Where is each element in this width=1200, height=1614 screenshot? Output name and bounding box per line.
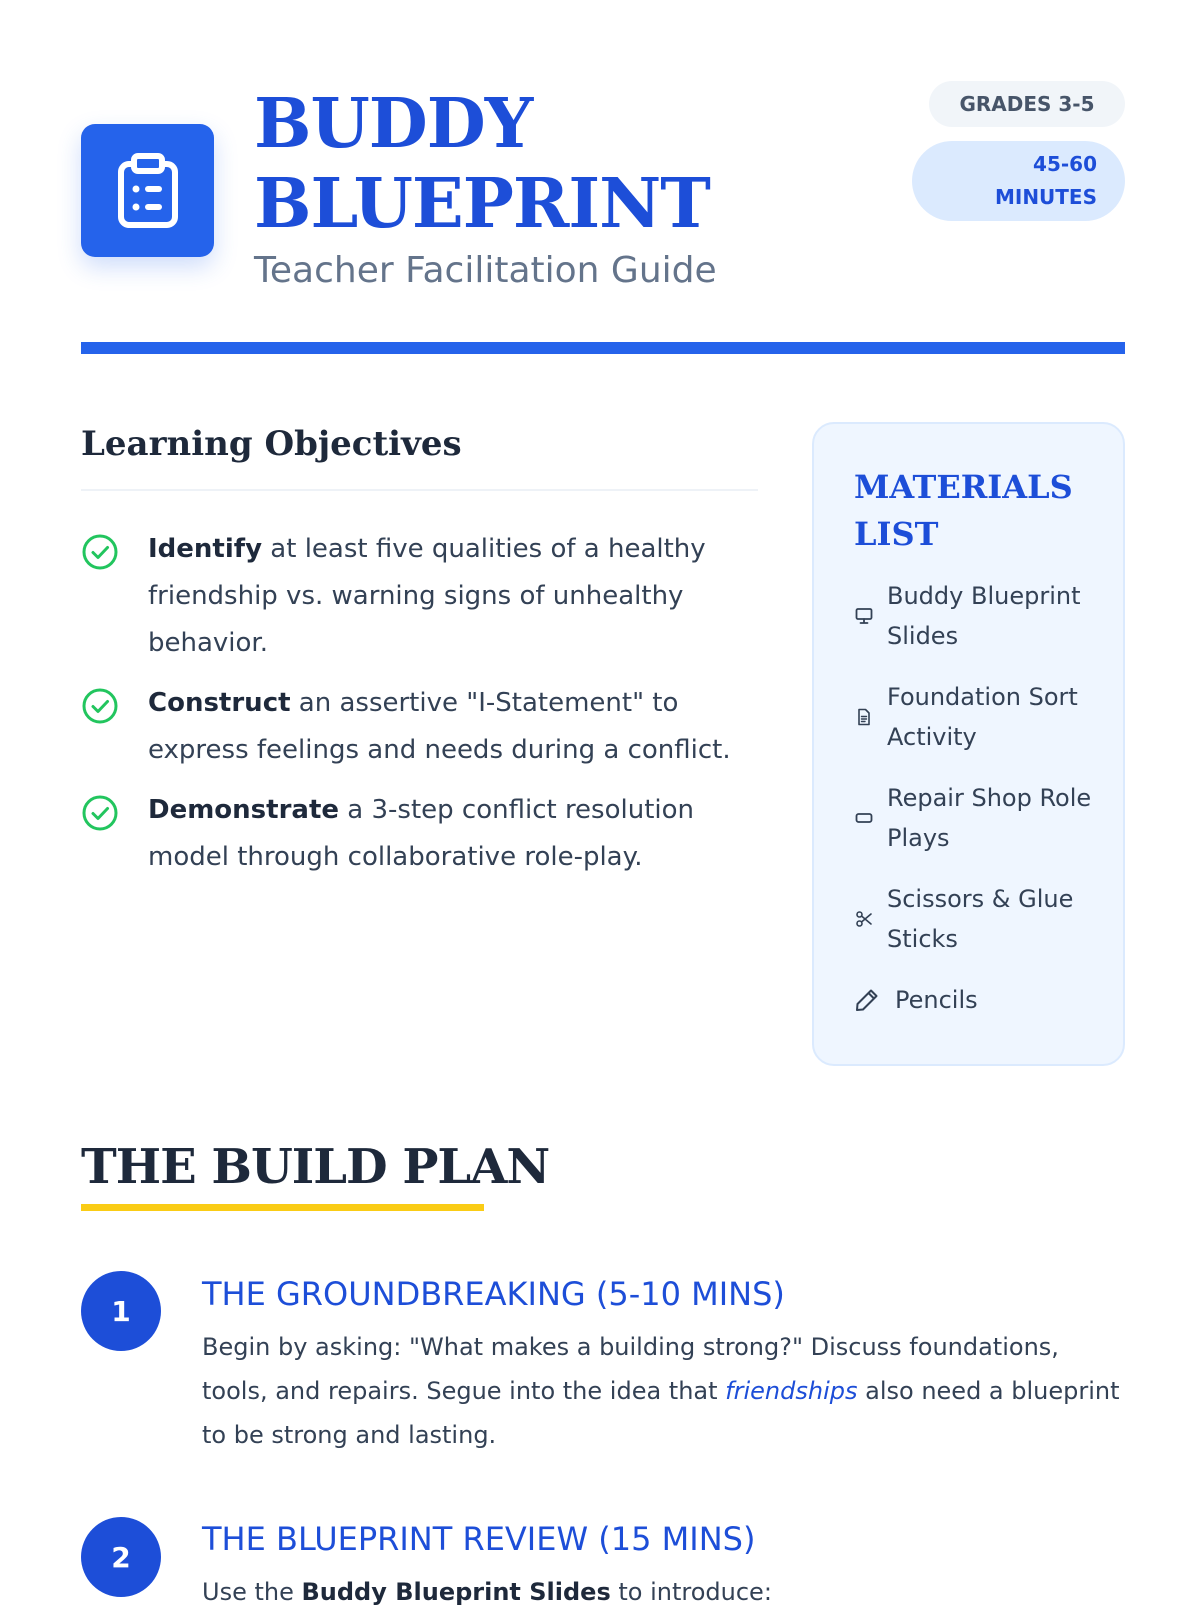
title-line-2: BLUEPRINT (254, 164, 710, 244)
material-item (854, 576, 1105, 656)
build-plan-heading: THE BUILD PLAN (81, 1139, 550, 1195)
objective-verb: Construct (148, 688, 291, 718)
step-title: THE BLUEPRINT REVIEW (15 MINS) (202, 1520, 756, 1558)
objective-item (81, 687, 761, 774)
step-desc-text: Begin by asking: "What makes a building strong?" Discuss foundations, tools, and repairs. Segue into the idea that (202, 1333, 1059, 1405)
title-line-1: BUDDY (254, 84, 533, 164)
objectives-heading: Learning Objectives (81, 424, 462, 464)
scissors-icon (854, 909, 874, 929)
material-label: Repair Shop Role Plays (887, 784, 1092, 852)
material-item (854, 778, 1105, 858)
pencil-icon (854, 987, 880, 1013)
build-plan-underline (81, 1204, 484, 1211)
step-number-badge: 1 (81, 1271, 161, 1351)
objective-text (148, 787, 761, 881)
grades-badge: GRADES 3-5 (929, 81, 1125, 127)
material-label: Buddy Blueprint Slides (887, 582, 1081, 650)
objective-verb: Demonstrate (148, 795, 340, 825)
step-description (202, 1325, 1122, 1457)
objective-item (81, 533, 761, 667)
page-title (254, 84, 710, 244)
objective-detail: at least five qualities of a healthy friendship vs. warning signs of unhealthy behavior. (148, 534, 706, 658)
material-label: Foundation Sort Activity (887, 683, 1078, 751)
duration-badge-unit: MINUTES (994, 185, 1097, 209)
clipboard-list-icon (116, 153, 180, 229)
materials-title (854, 464, 1105, 558)
material-label: Scissors & Glue Sticks (887, 885, 1074, 953)
duration-badge (912, 141, 1125, 221)
document-icon (854, 707, 874, 727)
objective-text (148, 526, 761, 667)
objective-verb: Identify (148, 534, 263, 564)
material-item (854, 677, 1105, 757)
step-title: THE GROUNDBREAKING (5-10 MINS) (202, 1275, 785, 1313)
step-number-badge: 2 (81, 1517, 161, 1597)
step-desc-text: also need a blueprint to be strong and lasting. (202, 1377, 1120, 1449)
step-desc-text: to introduce: (610, 1578, 772, 1606)
objectives-list (81, 533, 761, 901)
objective-item (81, 794, 761, 881)
objectives-divider (81, 489, 758, 491)
material-item (854, 879, 1105, 959)
step-desc-emphasis: friendships (725, 1377, 858, 1405)
objective-text (148, 680, 761, 774)
step-desc-text: Use the (202, 1578, 302, 1606)
check-circle-icon (81, 687, 119, 725)
header-divider (81, 342, 1125, 354)
logo-badge (81, 124, 214, 257)
page-subtitle: Teacher Facilitation Guide (254, 250, 717, 291)
objective-detail: a 3-step conflict resolution model through collaborative role-play. (148, 795, 695, 872)
duration-badge-value: 45-60 (1033, 152, 1097, 176)
materials-title-line-2: LIST (854, 515, 939, 553)
material-label: Pencils (895, 986, 978, 1014)
presentation-screen-icon (854, 606, 874, 626)
materials-card (812, 422, 1125, 1066)
step-description (202, 1570, 1122, 1614)
card-icon (854, 808, 874, 828)
material-item (854, 980, 1105, 1020)
materials-title-line-1: MATERIALS (854, 468, 1073, 506)
step-desc-strong: Buddy Blueprint Slides (301, 1578, 611, 1606)
check-circle-icon (81, 794, 119, 832)
check-circle-icon (81, 533, 119, 571)
objective-detail: an assertive "I-Statement" to express feelings and needs during a conflict. (148, 688, 731, 765)
